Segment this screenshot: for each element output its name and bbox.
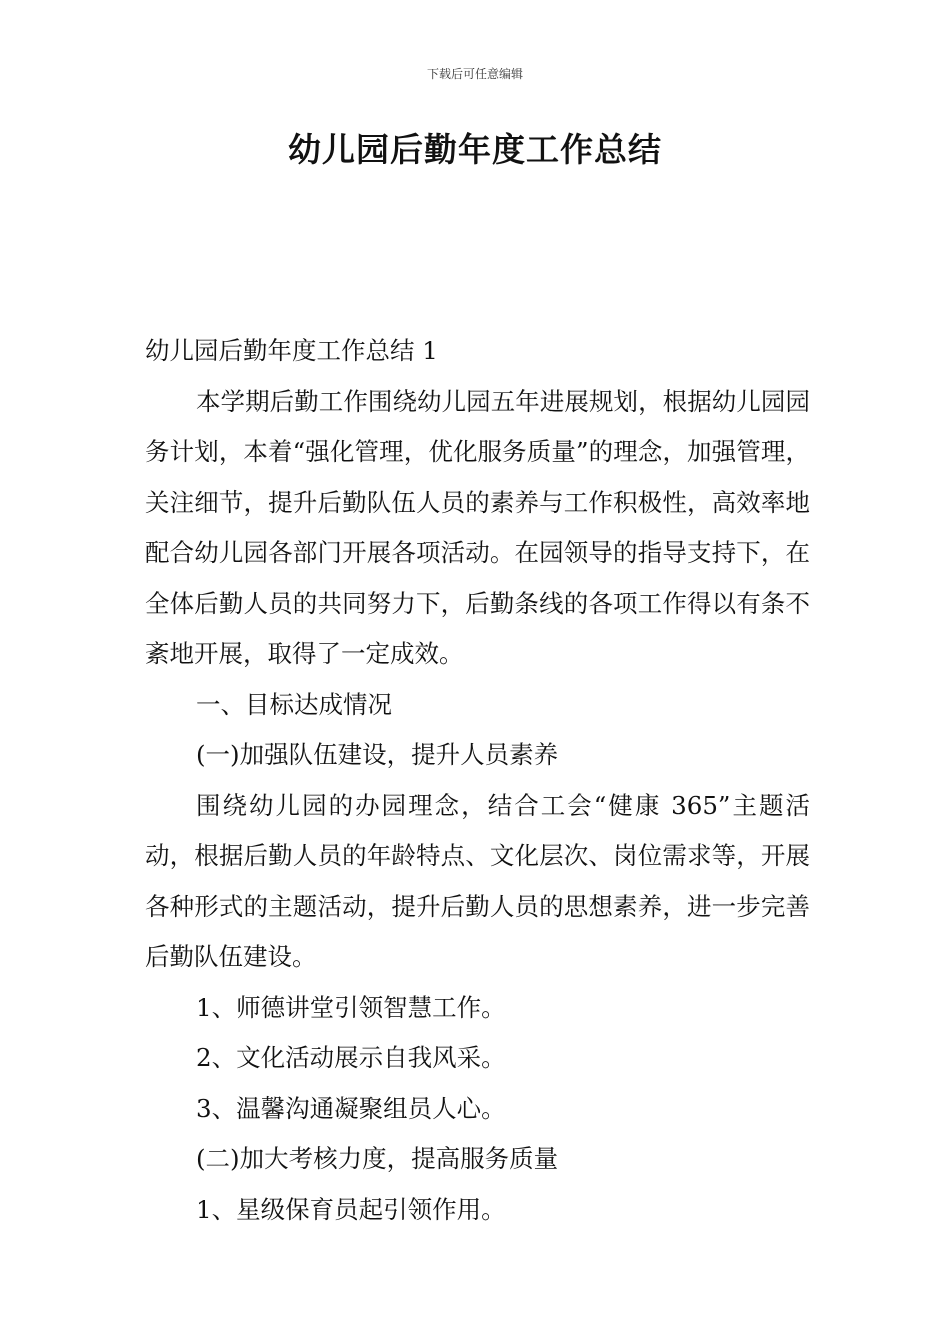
download-note: 下载后可任意编辑 (426, 67, 523, 81)
subsection-two-list-item-1: 1、星级保育员起引领作用。 (196, 1194, 506, 1224)
intro-paragraph: 本学期后勤工作围绕幼儿园五年进展规划，根据幼儿园园务计划，本着“强化管理，优化服务质量”的理念，加强管理，关注细节，提升后勤队伍人员的素养与工作积极性，高效率地配合幼儿园各部门开展各项活动。在园领导的指导支持下，在全体后勤人员的共同努力下，后勤条线的各项工作得以有条不紊地开展，取得了一定成效。 (145, 386, 810, 668)
list-item-3: 3、温馨沟通凝聚组员人心。 (196, 1093, 506, 1123)
part-one-heading: 一、目标达成情况 (196, 689, 392, 719)
subsection-one-paragraph: 围绕幼儿园的办园理念，结合工会“健康 365”主题活动，根据后勤人员的年龄特点、文化层次、岗位需求等，开展各种形式的主题活动，提升后勤人员的思想素养，进一步完善后勤队伍建设。 (145, 790, 810, 971)
document-title: 幼儿园后勤年度工作总结 (288, 130, 662, 169)
document-body (145, 326, 810, 1235)
section-heading: 幼儿园后勤年度工作总结 1 (145, 336, 438, 365)
subsection-two-heading: (二)加大考核力度，提高服务质量 (196, 1144, 559, 1173)
subsection-one-heading: (一)加强队伍建设，提升人员素养 (196, 740, 559, 769)
list-item-1: 1、师德讲堂引领智慧工作。 (196, 992, 506, 1022)
list-item-2: 2、文化活动展示自我风采。 (196, 1043, 506, 1072)
